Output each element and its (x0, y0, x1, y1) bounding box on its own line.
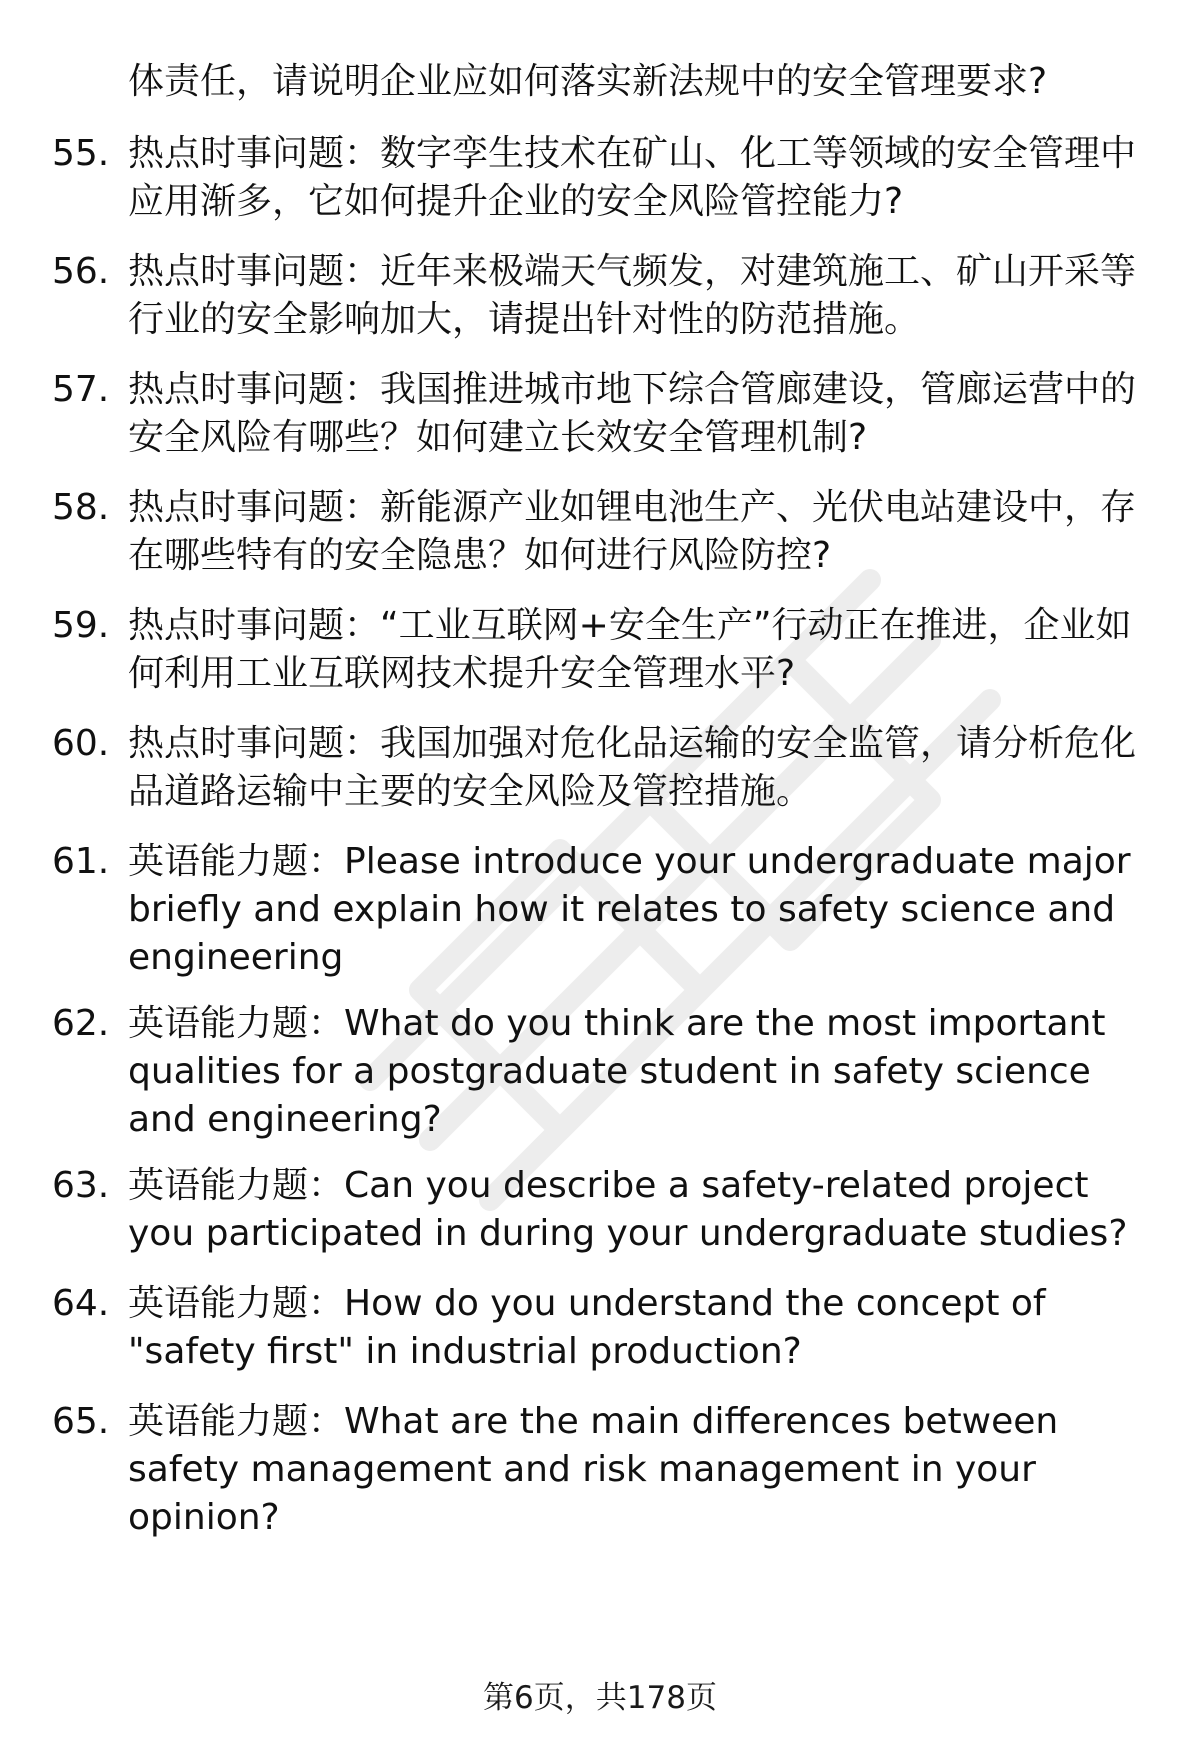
question-number: 57. (52, 369, 110, 410)
question-number: 64. (52, 1283, 110, 1324)
question-number: 60. (52, 723, 110, 764)
question-text: 热点时事问题：新能源产业如锂电池生产、光伏电站建设中，存在哪些特有的安全隐患？如何进行风险防控? (128, 487, 1137, 576)
page-number-footer: 第6页，共178页 (483, 1680, 717, 1716)
question-text: 英语能力题：How do you understand the concept of "safety first" in industrial production? (128, 1283, 1046, 1372)
question-number: 65. (52, 1401, 110, 1442)
question-text: 英语能力题：Can you describe a safety-related project you participated in during your undergraduate studies? (128, 1165, 1128, 1254)
question-number: 62. (52, 1003, 110, 1044)
question-text: 英语能力题：What are the main differences between safety management and risk management in your opinion? (128, 1401, 1059, 1538)
question-number: 58. (52, 487, 110, 528)
question-text: 英语能力题：Please introduce your undergraduate major briefly and explain how it relates to safety science and engineering (128, 841, 1131, 978)
question-text: 热点时事问题：“工业互联网+安全生产”行动正在推进，企业如何利用工业互联网技术提升安全管理水平? (128, 605, 1132, 694)
question-text: 热点时事问题：我国推进城市地下综合管廊建设，管廊运营中的安全风险有哪些？如何建立长效安全管理机制? (128, 369, 1137, 458)
question-number: 63. (52, 1165, 110, 1206)
question-number: 61. (52, 841, 110, 882)
question-text: 热点时事问题：我国加强对危化品运输的安全监管，请分析危化品道路运输中主要的安全风险及管控措施。 (128, 723, 1137, 812)
question-number: 59. (52, 605, 110, 646)
question-text: 热点时事问题：数字孪生技术在矿山、化工等领域的安全管理中应用渐多，它如何提升企业的安全风险管控能力? (128, 133, 1137, 222)
question-text: 英语能力题：What do you think are the most important qualities for a postgraduate student in safety science and engineering? (128, 1003, 1106, 1140)
question-number: 55. (52, 133, 110, 174)
continued-question-text: 体责任，请说明企业应如何落实新法规中的安全管理要求? (128, 61, 1048, 102)
question-text: 热点时事问题：近年来极端天气频发，对建筑施工、矿山开采等行业的安全影响加大，请提出针对性的防范措施。 (128, 251, 1137, 340)
question-number: 56. (52, 251, 110, 292)
